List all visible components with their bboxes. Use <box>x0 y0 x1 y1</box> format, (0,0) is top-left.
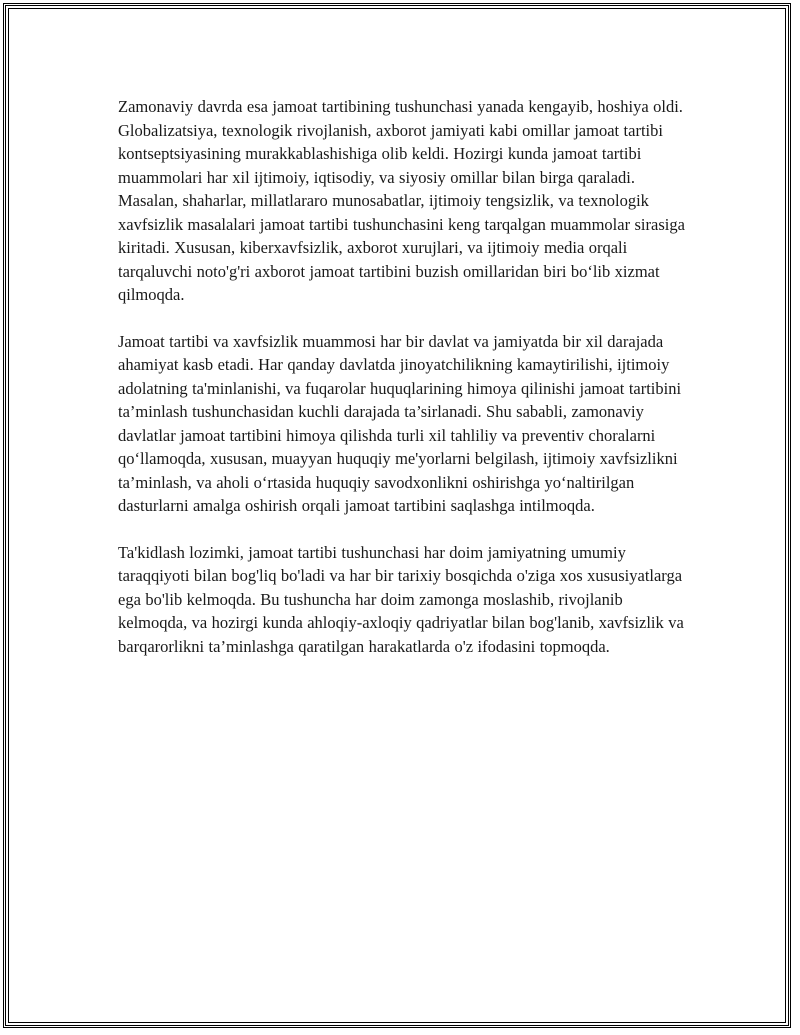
paragraph-1: Zamonaviy davrda esa jamoat tartibining tushunchasi yanada kengayib, hoshiya oldi. Globalizatsiya, texnologik rivojlanish, axborot jamiyati kabi omillar jamoat tartibi kontseptsiyasining murakkablashishiga olib keldi. Hozirgi kunda jamoat tartibi muammolari har xil ijtimoiy, iqtisodiy, va siyosiy omillar bilan birga qaraladi. Masalan, shaharlar, millatlararo munosabatlar, ijtimoiy tengsizlik, va texnologik xavfsizlik masalalari jamoat tartibi tushunchasini keng tarqalgan muammolar sirasiga kiritadi. Xususan, kiberxavfsizlik, axborot xurujlari, va ijtimoiy media orqali tarqaluvchi noto'g'ri axborot jamoat tartibini buzish omillaridan biri bo‘lib xizmat qilmoqda. <box>118 97 685 304</box>
paragraph-3: Ta'kidlash lozimki, jamoat tartibi tushunchasi har doim jamiyatning umumiy taraqqiyoti bilan bog'liq bo'ladi va har bir tarixiy bosqichda o'ziga xos xususiyatlarga ega bo'lib kelmoqda. Bu tushuncha har doim zamonga moslashib, rivojlanib kelmoqda, va hozirgi kunda ahloqiy-axloqiy qadriyatlar bilan bog'lanib, xavfsizlik va barqarorlikni ta’minlashga qaratilgan harakatlarda o'z ifodasini topmoqda. <box>118 542 684 656</box>
paragraph-2: Jamoat tartibi va xavfsizlik muammosi har bir davlat va jamiyatda bir xil darajada ahamiyat kasb etadi. Har qanday davlatda jinoyatchilikning kamaytirilishi, ijtimoiy adolatning ta'minlanishi, va fuqarolar huquqlarining himoya qilinishi jamoat tartibini ta’minlash tushunchasidan kuchli darajada ta’sirlanadi. Shu sababli, zamonaviy davlatlar jamoat tartibini himoya qilishda turli xil tahliliy va preventiv choralarni qo‘llamoqda, xususan, muayyan huquqiy me'yorlarni belgilash, ijtimoiy xavfsizlikni ta’minlash, va aholi o‘rtasida huquqiy savodxonlikni oshirishga yo‘naltirilgan dasturlarni amalga oshirish orqali jamoat tartibini saqlashga intilmoqda. <box>118 331 682 515</box>
document-body <box>118 95 688 681</box>
